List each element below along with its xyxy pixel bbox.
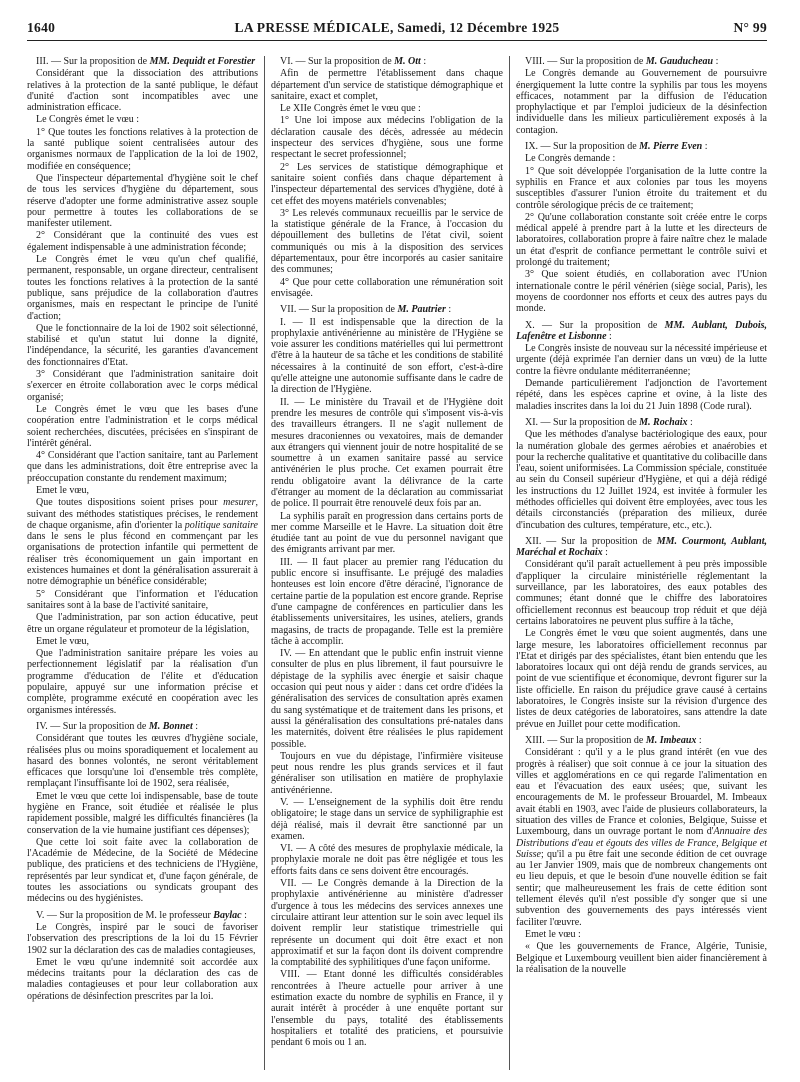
column-left (27, 56, 258, 1074)
section-heading-x: X. — Sur la proposition de MM. Aublant, Dubois, Lafenêtre et Lisbonne : (516, 319, 767, 342)
paragraph: Le Congrès émet le vœu que soient augmentés, dans une large mesure, les laboratoires officiellement reconnus par l'Etat et dirigés par des spécialistes, étant bien entendu que les laboratoires locaux qui ont déjà rendu de grands services, au point de vue scientifique et économique, devront figurer sur la liste officielle. En raison du préjudice grave causé à certains laboratoires, le Congrès insiste sur la révision d'urgence des listes de deux catégories de laboratoires, sans attendre la date prévue en Juillet pour cette modification. (516, 628, 767, 730)
paragraph: VI. — A côté des mesures de prophylaxie médicale, la prophylaxie morale ne doit pas être négligée et tous les efforts faits dans ce sens doivent être encouragés. (271, 843, 503, 877)
paragraph: Que l'administration, par son action éducative, peut être un organe régulateur et promoteur de la législation, (27, 612, 258, 635)
paragraph: 3° Que soient étudiés, en collaboration avec l'Union internationale contre le péril vénérien (siège social, Paris), les moyens de coordonner nos efforts et ceux des autres pays du monde. (516, 269, 767, 315)
paragraph: Considérant que toutes les œuvres d'hygiène sociale, réalisées plus ou moins sporadiquement et localement au hasard des bonnes volontés, ne seront véritablement efficaces que lorsqu'une loi d'ensemble très complète, remplaçant l'insuffisante loi de 1902, sera réalisée, (27, 733, 258, 790)
paragraph: 1° Que soit développée l'organisation de la lutte contre la syphilis en France et aux colonies par tous les moyens susceptibles d'assurer l'union étroite du traitement et du contrôle sérologique précis de ce traitement; (516, 165, 767, 211)
paragraph: Afin de permettre l'établissement dans chaque département d'un service de statistique démographique et sanitaire, exact et complet, (271, 68, 503, 102)
paragraph: Toujours en vue du dépistage, l'infirmière visiteuse peut nous rendre les plus grands services et il faut généraliser son utilisation en matière de prophylaxie antivénérienne. (271, 750, 503, 796)
paragraph: Que le fonctionnaire de la loi de 1902 soit sélectionné, stabilisé et qu'un statut lui donne la dignité, l'indépendance, la sécurité, les garanties d'avancement des fonctionnaires d'Etat. (27, 322, 258, 368)
paragraph: 2° Les services de statistique démographique et sanitaire soient confiés dans chaque département à l'inspecteur départemental des services d'hygiène, doté à cet effet des moyens matériels convenables; (271, 161, 503, 207)
paragraph: Emet le vœu que cette loi indispensable, base de toute hygiène en France, soit étudiée et réalisée le plus rapidement possible, malgré les difficultés financières (la conservation de la vie humaine justifiant ces dépenses); (27, 790, 258, 836)
paragraph: Le Congrès, inspiré par le souci de favoriser l'observation des prescriptions de la loi du 15 Février 1902 sur la déclaration des cas de maladies contagieuses, (27, 921, 258, 956)
paragraph: V. — L'enseignement de la syphilis doit être rendu obligatoire; le stage dans un service de syphiligraphie est déjà réalisé, mais il devrait être sanctionné par un examen. (271, 797, 503, 842)
paragraph: 3° Les relevés communaux recueillis par le service de la statistique générale de la France, à l'occasion du dépouillement des bulletins de l'état civil, soient communiqués ou mis à la disposition des services départementaux, pour être incorporés au casier sanitaire des communes; (271, 207, 503, 276)
paragraph: Le XIIe Congrès émet le vœu que : (280, 103, 421, 115)
section-heading-iii: III. — Sur la proposition de MM. Dequidt et Forestier (36, 56, 256, 67)
section-heading-v: V. — Sur la proposition de M. le professeur Baylac : (36, 909, 247, 921)
paragraph: IV. — En attendant que le public enfin instruit vienne consulter de plus en plus librement, il faut poursuivre le dépistage de la syphilis avec énergie et saisir chaque occasion qui peut nous y aider : dans cet ordre d'idées la généralisation des services de consultation après examen du sang systématique et de traitement dans les prisons, et aussi la généralisation des consultations pré-natales dans les maternités, doivent être réalisées le plus rapidement possible. (271, 648, 503, 750)
paragraph: Le Congrès insiste de nouveau sur la nécessité impérieuse et urgente (déjà exprimée l'an dernier dans un vœu) de la lutte contre la fièvre ondulante méditerranéenne; (516, 343, 767, 377)
paragraph: Emet le vœu, (36, 635, 90, 647)
paragraph: 5° Considérant que l'information et l'éducation sanitaires sont à la base de l'activité sanitaire, (27, 588, 258, 611)
paragraph: 2° Qu'une collaboration constante soit créée entre le corps médical appelé à prendre part à la lutte et les directeurs de laboratoires, collaboration propre à faire naître chez le malade un état d'esprit de confiance permettant le contrôle suivi et prolongé du traitement; (516, 211, 767, 269)
section-heading-xi: XI. — Sur la proposition de M. Rochaix : (525, 416, 693, 428)
paragraph: Le Congrès émet le vœu qu'un chef qualifié, permanent, responsable, un organe directeur, centralisent toutes les fonctions relatives à la protection de la santé publique, sans préjudice de la collaboration d'autres organismes, mais en respectant le principe de l'unité d'action; (27, 254, 258, 322)
paragraph: Le Congrès émet le vœu : (36, 114, 140, 126)
section-heading-xii: XII. — Sur la proposition de MM. Courmont, Aublant, Maréchal et Rochaix : (516, 535, 767, 559)
paragraph: « Que les gouvernements de France, Algérie, Tunisie, Belgique et Luxembourg veuillent bien aider financièrement à la réalisation de la nouvelle (516, 941, 767, 975)
column-divider (264, 56, 265, 1070)
paragraph: VIII. — Etant donné les difficultés considérables rencontrées à l'heure actuelle pour arriver à une estimation exacte du nombre de syphilis en France, il y aurait intérêt à procéder à une enquête portant sur l'ensemble du pays, totalité des établissements hospitaliers et totalité des praticiens, et poursuivie pendant 6 mois ou 1 an. (271, 969, 503, 1049)
paragraph: 2° Considérant que la continuité des vues est également indispensable à une administration féconde; (27, 230, 258, 253)
issue-number: N° 99 (733, 20, 767, 35)
paragraph: 4° Que pour cette collaboration une rémunération soit envisagée. (271, 276, 503, 299)
paragraph: Emet le vœu : (525, 928, 581, 940)
column-right (516, 56, 767, 1074)
paragraph: Que l'inspecteur départemental d'hygiène soit le chef de tous les services d'hygiène du département, sous réserve d'adopter une forme administrative assez souple pour permettre à toutes les collaborations de se manifester utilement. (27, 172, 258, 230)
paragraph: III. — Il faut placer au premier rang l'éducation du public encore si insuffisante. Le préjugé des maladies honteuses est loin encore d'être déraciné, l'ignorance de certaine partie de la population est encore grande. Reprise d'une campagne de conférences en particulier dans les établissements universitaires, les usines, ateliers, grands magasins, de tracts de propagande. Telle est la première tâche à accomplir. (271, 556, 503, 647)
paragraph: VII. — Le Congrès demande à la Direction de la prophylaxie antivénérienne au ministère d'adresser d'urgence à tous les médecins des services annexes une circulaire attirant leur attention sur le soin avec lequel ils doivent remplir leur statistique trimestrielle qui représente un document qui doit être exact et non approximatif et sur la façon dont ils doivent comprendre la comptabilité des syphilitiques d'une façon uniforme. (271, 878, 503, 969)
paragraph: 1° Que toutes les fonctions relatives à la protection de la santé publique soient centralisées autour des organismes normaux de l'application de la loi de 1902, modifiée en conséquence; (27, 126, 258, 172)
paragraph: 1° Une loi impose aux médecins l'obligation de la déclaration causale des décès, adressée au médecin inspecteur des services d'hygiène, sous une forme respectant le secret professionnel; (271, 115, 503, 161)
section-heading-viii: VIII. — Sur la proposition de M. Gauducheau : (525, 56, 719, 67)
paragraph: 3° Considérant que l'administration sanitaire doit s'exercer en étroite collaboration avec le corps médical organisé; (27, 369, 258, 403)
paragraph: Le Congrès demande au Gouvernement de poursuivre énergiquement la lutte contre la syphilis par tous les moyens efficaces, notamment par la diffusion de l'éducation prophylactique et par l'emploi judicieux de la désinfection individuelle dans les milieux particulièrement exposés à la contagion. (516, 68, 767, 136)
column-middle (271, 56, 503, 1074)
section-heading-xiii: XIII. — Sur la proposition de M. Imbeaux : (525, 734, 702, 746)
section-heading-ix: IX. — Sur la proposition de M. Pierre Even : (525, 141, 708, 153)
page-header (27, 18, 767, 41)
section-heading-iv: IV. — Sur la proposition de M. Bonnet : (36, 720, 199, 732)
paragraph: Le Congrès émet le vœu que les bases d'une coopération entre l'administration et le corps médical soient recherchées, discutées, précisées en s'inspirant de l'intérêt général. (27, 403, 258, 449)
paragraph: I. — Il est indispensable que la direction de la prophylaxie antivénérienne au ministère de l'Hygiène se voie assurer les conditions matérielles qui lui permettront d'être à la hauteur de sa tâche et les conditions de stabilité nécessaires à la continuité de son effort, c'est-à-dire qu'elle atteigne une autonomie suffisante dans le cadre de la direction de l'Hygiène. (271, 316, 503, 396)
paragraph: Le Congrès demande : (525, 153, 616, 165)
paragraph: II. — Le ministère du Travail et de l'Hygiène doit prendre les mesures de contrôle qui s'imposent vis-à-vis des travailleurs étrangers. Il ne s'agit nullement de mesures draconiennes ou vexatoires, mais de demander aux étrangers qui viennent jouir de notre hospitalité de se soumettre à un examen sanitaire passé au service antivénérien le plus proche. Cet examen pourrait être rendu obligatoire avant la délivrance de la carte d'étranger au moment de la déclaration au commissariat de police. Il pourrait être renouvelé deux fois par an. (271, 396, 503, 510)
paragraph: Que toutes dispositions soient prises pour mesurer, suivant des méthodes statistiques précises, le rendement de chaque organisme, afin d'orienter la politique sanitaire dans le sens le plus fécond en commençant par les organisations de protection infantile qui permettent de réaliser très économiquement un gain important en existences humaines et dont la généralisation assurerait à notre démographie un bénéfice considérable; (27, 497, 258, 588)
paragraph: Emet le vœu, (36, 484, 90, 496)
paragraph: Considérant que la dissociation des attributions relatives à la protection de la santé publique, le défaut d'unité d'action sont incompatibles avec une administration efficace. (27, 68, 258, 114)
column-divider (509, 56, 510, 1070)
paragraph: Considérant : qu'il y a le plus grand intérêt (en vue des progrès à réaliser) que soit connue à ce jour la situation des villes et agglomérations en ce qui regarde l'alimentation en eau et l'évacuation des eaux usées; que, suivant les encouragements de M. le professeur Brouardel, M. Imbeaux avait établi en 1903, avec l'aide de plusieurs collaborateurs, la situation des villes de France et colonies, Belgique, Suisse et Luxembourg, dans un ouvrage portant le nom d'Annuaire des Distributions d'eau et égouts des villes de France, Belgique et Suisse; qu'il a pu être fait une seconde édition de cet ouvrage au 1er Janvier 1909, mais que de nombreux changements ont eu lieu depuis, et que le besoin d'une nouvelle édition se fait sentir; que malheureusement les frais de cette édition sont tellement élevés qu'il n'est possible d'y songer que si une subvention des gouvernements des pays intéressés vient faciliter l'œuvre. (516, 747, 767, 928)
journal-title: LA PRESSE MÉDICALE, Samedi, 12 Décembre 1925 (234, 20, 560, 35)
section-heading-vii: VII. — Sur la proposition de M. Pautrier : (280, 304, 452, 316)
paragraph: Emet le vœu qu'une indemnité soit accordée aux médecins traitants pour la déclaration des cas de maladies contagieuses et pour leur collaboration aux opérations de désinfection prescrites par la loi. (27, 956, 258, 1002)
paragraph: Considérant qu'il paraît actuellement à peu près impossible d'appliquer la circulaire ministérielle réglementant la surveillance, par les laboratoires, des eaux potables des communes; étant donné que le chiffre des laboratoires officiellement reconnus est beaucoup trop réduit et que déjà certains laboratoires ne peuvent plus suffire à la tâche, (516, 559, 767, 627)
paragraph: Que cette loi soit faite avec la collaboration de l'Académie de Médecine, de la Société de Médecine publique, des praticiens et des techniciens de l'Hygiène, représentés par leur syndicat et, d'une façon générale, de toutes les associations ou syndicats groupant des médecins ou des hygiénistes. (27, 836, 258, 905)
paragraph: 4° Considérant que l'action sanitaire, tant au Parlement que dans les administrations, doit être entreprise avec la préoccupation constante du rendement maximum; (27, 450, 258, 484)
section-heading-vi: VI. — Sur la proposition de M. Ott : (280, 56, 427, 67)
paragraph: Que l'administration sanitaire prépare les voies au perfectionnement législatif par la réalisation d'un programme d'éducation de l'élite et d'éducation populaire, appuyé sur une information précise et complète, programme exécuté en coopération avec les organismes intéressés. (27, 648, 258, 716)
paragraph: Que les méthodes d'analyse bactériologique des eaux, pour la numération globale des germes aérobies et anaérobies et pour la recherche qualitative et quantitative du colibacille dans l'eau, soient uniformisées. La Commission spéciale, constituée au sein du Conseil supérieur d'Hygiène, et qui a déjà rédigé les instructions du 12 Juillet 1924, est invitée à formuler les méthodes officielles qui doivent être employées, avec tous les détails circonstanciés (préparation des milieux, durée d'incubation des cultures, température, etc., etc.). (516, 429, 767, 531)
paragraph: La syphilis paraît en progression dans certains ports de mer comme Marseille et le Havre. La situation doit être étudiée tant au point de vue du personnel navigant que des émigrants arrivant par mer. (271, 510, 503, 556)
page-number: 1640 (27, 20, 56, 35)
paragraph: Demande particulièrement l'adjonction de l'avortement répété, dans les espèces caprine et ovine, à la liste des maladies inscrites dans la loi du 21 Juin 1898 (Code rural). (516, 378, 767, 412)
